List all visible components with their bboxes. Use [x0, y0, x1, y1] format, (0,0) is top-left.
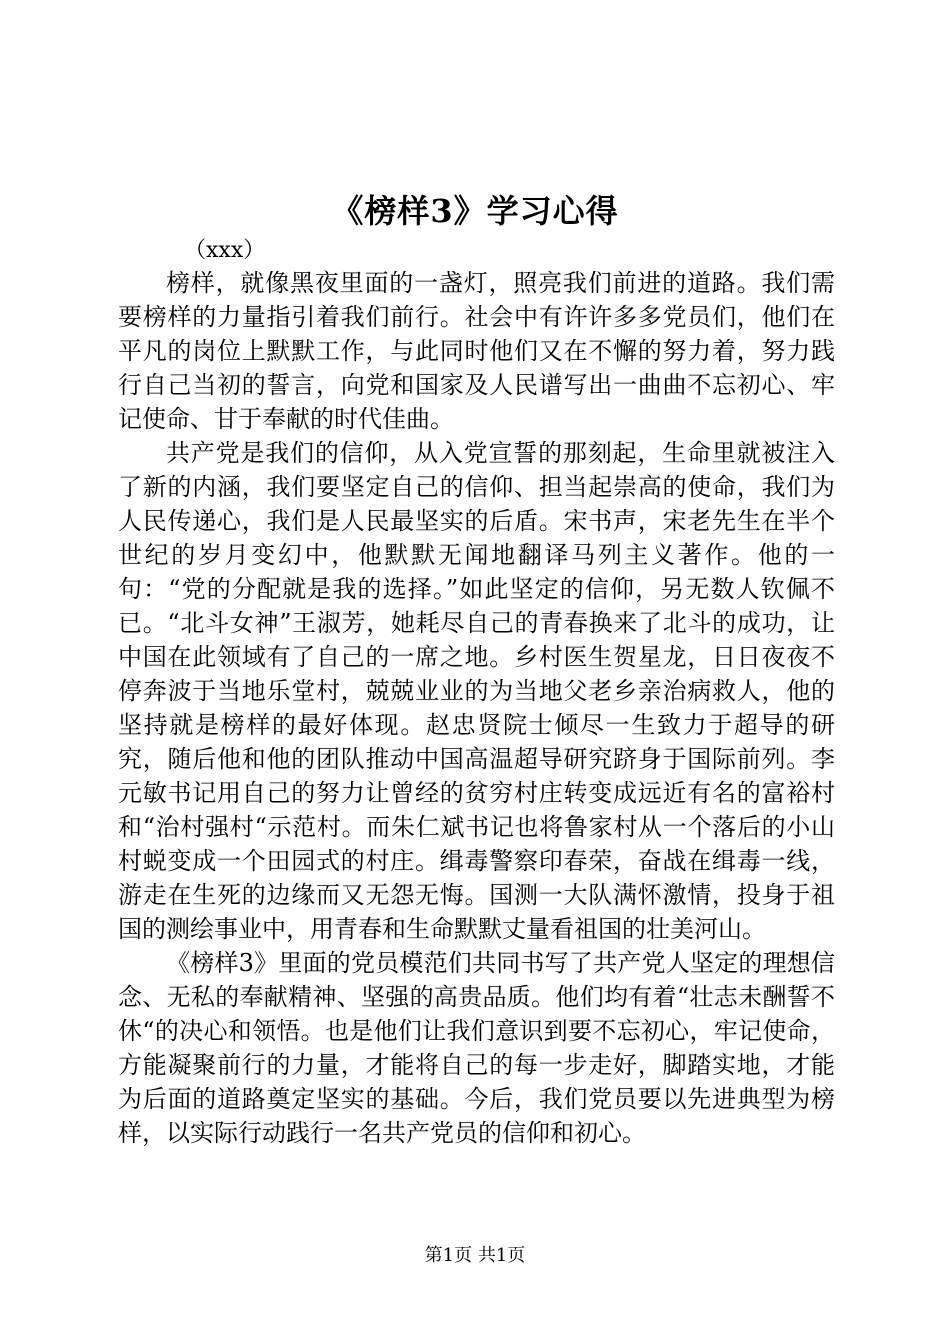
document-author: （xxx） — [184, 238, 266, 263]
document-body — [118, 266, 835, 1150]
paragraph-2: 共产党是我们的信仰，从入党宣誓的那刻起，生命里就被注入了新的内涵，我们要坚定自己的信仰、担当起崇高的使命，我们为人民传递心，我们是人民最坚实的后盾。宋书声，宋老先生在半个世纪的岁月变幻中，他默默无闻地翻译马列主义著作。他的一句：“党的分配就是我的选择。”如此坚定的信仰，另无数人钦佩不已。“北斗女神”王淑芳，她耗尽自己的青春换来了北斗的成功，让中国在此领域有了自己的一席之地。乡村医生贺星龙，日日夜夜不停奔波于当地乐堂村，兢兢业业的为当地父老乡亲治病救人，他的坚持就是榜样的最好体现。赵忠贤院士倾尽一生致力于超导的研究，随后他和他的团队推动中国高温超导研究跻身于国际前列。李元敏书记用自己的努力让曾经的贫穷村庄转变成远近有名的富裕村和“治村强村“示范村。而朱仁斌书记也将鲁家村从一个落后的小山村蜕变成一个田园式的村庄。缉毒警察印春荣，奋战在缉毒一线，游走在生死的边缘而又无怨无悔。国测一大队满怀激情，投身于祖国的测绘事业中，用青春和生命默默丈量看祖国的壮美河山。 — [118, 439, 835, 943]
document-title: 《榜样3》学习心得 — [331, 192, 619, 230]
paragraph-3: 《榜样3》里面的党员模范们共同书写了共产党人坚定的理想信念、无私的奉献精神、坚强的高贵品质。他们均有着“壮志未酬誓不休“的决心和领悟。也是他们让我们意识到要不忘初心，牢记使命，方能凝聚前行的力量，才能将自己的每一步走好，脚踏实地，才能为后面的道路奠定坚实的基础。今后，我们党员要以先进典型为榜样，以实际行动践行一名共产党员的信仰和初心。 — [118, 949, 835, 1147]
paragraph-1: 榜样，就像黑夜里面的一盏灯，照亮我们前进的道路。我们需要榜样的力量指引着我们前行。社会中有许许多多党员们，他们在平凡的岗位上默默工作，与此同时他们又在不懈的努力着，努力践行自己当初的誓言，向党和国家及人民谱写出一曲曲不忘初心、牢记使命、甘于奉献的时代佳曲。 — [118, 269, 835, 433]
page-footer: 第1页 共1页 — [424, 1245, 526, 1266]
